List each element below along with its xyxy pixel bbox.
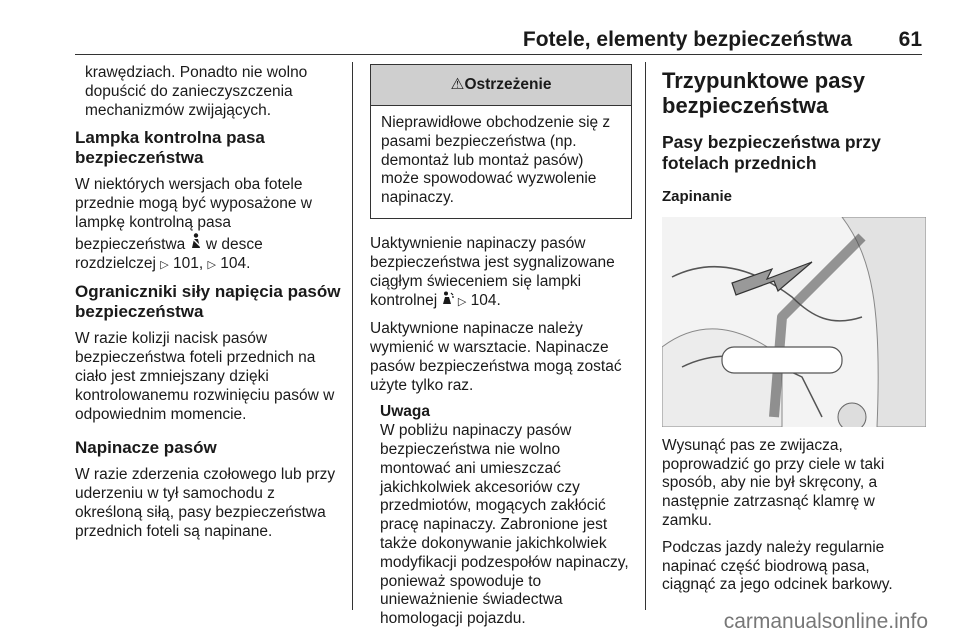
warning-box [370, 64, 632, 219]
column-divider-1 [352, 62, 353, 610]
seatbelt-fastening-illustration [662, 217, 926, 427]
xref-arrow-icon: ▷ [160, 258, 169, 271]
page-header [0, 0, 960, 60]
column-right [662, 64, 926, 603]
note-title: Uwaga [380, 403, 430, 421]
xref-arrow-icon: ▷ [457, 296, 467, 309]
heading-seatbelt-lamp: Lampka kontrolna pasa bezpieczeństwa [75, 128, 265, 168]
column-middle [370, 64, 632, 629]
page-number: 61 [898, 28, 922, 51]
warning-title: Ostrzeżenie [464, 75, 552, 93]
seatbelt-icon [190, 233, 202, 249]
pretension-paragraph: W razie zderzenia czołowego lub przy uderzeniu w tył samochodu z określoną siłą, pasy bezpieczeństwa przednich foteli są napinane. [75, 466, 336, 540]
replace-paragraph: Uaktywnione napinacze należy wymienić w warsztacie. Napinacze pasów bezpieczeństwa mogą zostać użyte tylko raz. [370, 320, 622, 394]
column-divider-2 [645, 62, 646, 610]
heading-three-point-belts: Trzypunktowe pasy bezpieczeństwa [662, 68, 865, 118]
heading-front-seat-belts: Pasy bezpieczeństwa przy fotelach przednich [662, 132, 881, 173]
activation-paragraph: Uaktywnienie napinaczy pasów bezpieczeństwa jest sygnalizowane ciągłym świeceniem się lampki kontrolnej ▷ 104. [370, 234, 615, 310]
warning-text: Nieprawidłowe obchodzenie się z pasami bezpieczeństwa (np. demontaż lub montaż pasów) może spowodować wyzwolenie napinaczy. [381, 114, 611, 207]
page-title: Fotele, elementy bezpieczeństwa [522, 28, 852, 51]
intro-paragraph: krawędziach. Ponadto nie wolno dopuścić do zanieczyszczenia mechanizmów zwijających. [85, 64, 308, 119]
xref-arrow-icon: ▷ [207, 258, 216, 271]
heading-pretensioners: Napinacze pasów [75, 438, 217, 458]
lamp-paragraph: W niektórych wersjach oba fotele przednie mogą być wyposażone w lampkę kontrolną pasa bezpieczeństwa w desce rozdzielczej ▷ 101, ▷ 104. [75, 176, 312, 272]
illustration-drawing [662, 217, 926, 427]
fasten-paragraph: Wysunąć pas ze zwijacza, poprowadzić go przy ciele w taki sposób, aby nie był skręcony, a następnie zatrzasnąć klamrę w zamku. [662, 436, 885, 529]
watermark: carmanualsonline.info [723, 610, 928, 633]
column-left [75, 64, 343, 550]
heading-force-limiters: Ograniczniki siły napięcia pasów bezpieczeństwa [75, 282, 341, 322]
note-block [370, 403, 632, 629]
warning-icon: ⚠ [450, 75, 465, 93]
limiter-paragraph: W razie kolizji nacisk pasów bezpieczeństwa foteli przednich na ciało jest zmniejszany dzięki kontrolowanemu rozwinięciu pasów w odpowiednim momencie. [75, 330, 335, 423]
pretensioner-icon [442, 291, 454, 305]
warning-header [371, 65, 631, 106]
header-divider [75, 54, 922, 55]
note-text: W pobliżu napinaczy pasów bezpieczeństwa nie wolno montować ani umieszczać jakichkolwiek akcesoriów czy przedmiotów, mogących zakłócić pracę napinaczy. Zabronione jest także dokonywanie jakichkolwiek modyfikacji podzespołów napinaczy, ponieważ spowoduje to unieważnienie świadectwa homologacji pojazdu. [380, 422, 629, 628]
heading-fastening: Zapinanie [662, 188, 733, 205]
driving-paragraph: Podczas jazdy należy regularnie napinać część biodrową pasa, ciągnąć za jego odcinek barkowy. [662, 538, 893, 594]
